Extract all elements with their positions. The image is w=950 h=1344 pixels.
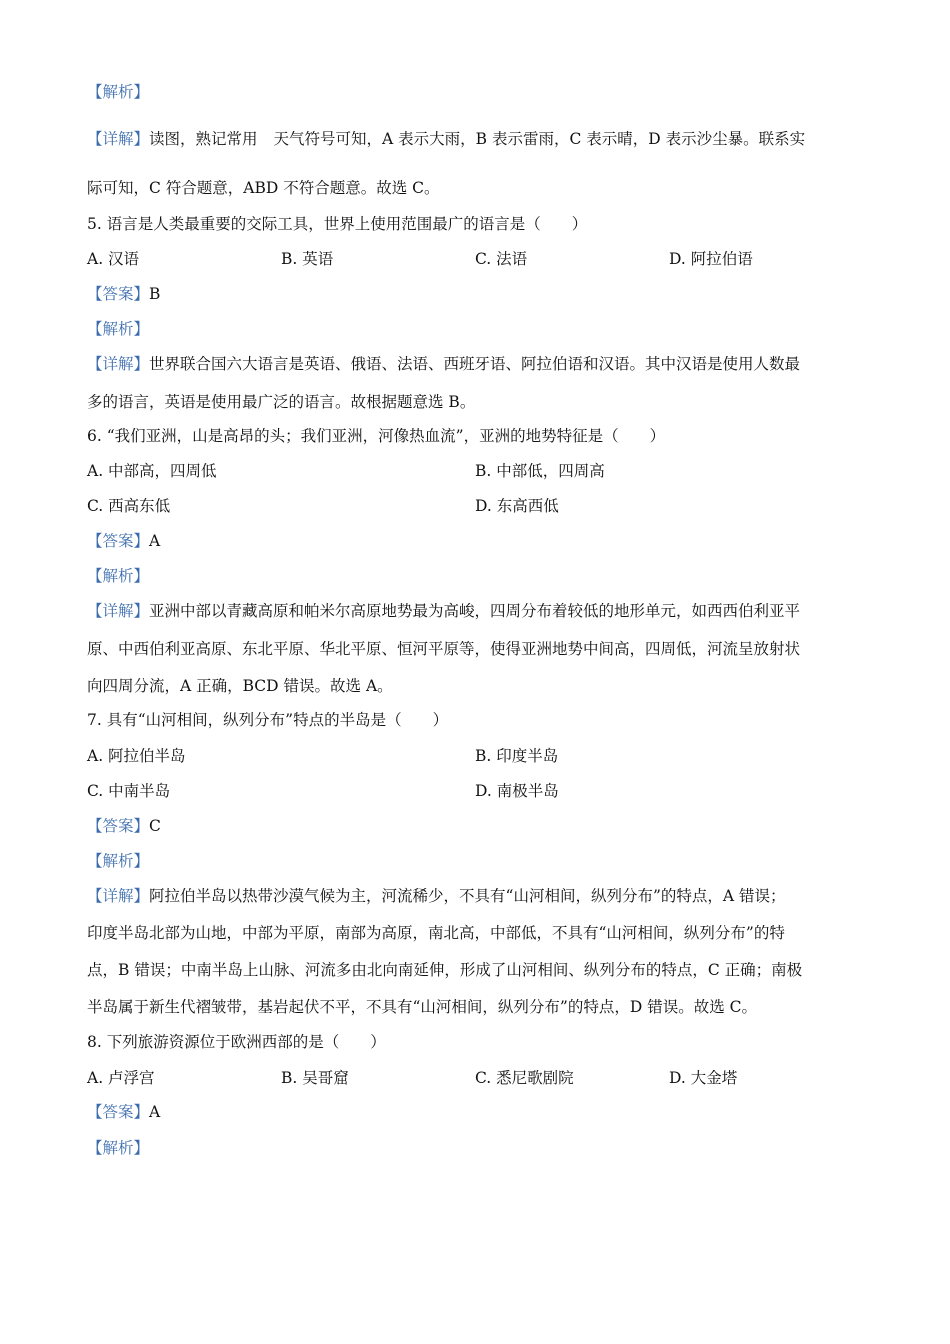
detail-text: 点，B 错误；中南半岛上山脉、河流多由北向南延伸，形成了山河相间、纵列分布的特点，C 正确；南极 [87, 961, 803, 979]
option-b: B. 英语 [281, 250, 334, 268]
detail-text: 亚洲中部以青藏高原和帕米尔高原地势最为高峻，四周分布着较低的地形单元，如西西伯利亚平 [149, 602, 801, 620]
detail-text: 多的语言，英语是使用最广泛的语言。故根据题意选 B。 [87, 393, 476, 411]
answer-label: 【答案】 [87, 1103, 150, 1121]
answer-value: A [149, 1103, 161, 1121]
detail-paragraph [87, 885, 786, 907]
detail-label: 【详解】 [87, 355, 150, 373]
analysis-label: 【解析】 [87, 320, 150, 338]
answer-line [87, 815, 161, 837]
option-b: B. 中部低，四周高 [475, 462, 605, 480]
analysis-label: 【解析】 [87, 83, 150, 101]
detail-paragraph [87, 353, 800, 375]
detail-text: 原、中西伯利亚高原、东北平原、华北平原、恒河平原等，使得亚洲地势中间高，四周低，河流呈放射状 [87, 640, 801, 658]
detail-label: 【详解】 [87, 602, 150, 620]
option-d: D. 大金塔 [669, 1069, 738, 1087]
option-a: A. 卢浮宫 [87, 1069, 155, 1087]
detail-paragraph [87, 128, 805, 150]
analysis-label: 【解析】 [87, 1139, 150, 1157]
option-a: A. 中部高，四周低 [87, 462, 217, 480]
option-c: C. 法语 [475, 250, 528, 268]
question-stem: 6. “我们亚洲，山是高昂的头；我们亚洲，河像热血流”，亚洲的地势特征是（ ） [87, 427, 666, 445]
option-b: B. 印度半岛 [475, 747, 559, 765]
detail-label: 【详解】 [87, 130, 150, 148]
option-a: A. 阿拉伯半岛 [87, 747, 186, 765]
detail-paragraph [87, 600, 800, 622]
answer-line [87, 283, 160, 305]
answer-label: 【答案】 [87, 532, 150, 550]
detail-text: 阿拉伯半岛以热带沙漠气候为主，河流稀少，不具有“山河相间，纵列分布”的特点，A 错误； [149, 887, 786, 905]
question-stem: 5. 语言是人类最重要的交际工具，世界上使用范围最广的语言是（ ） [87, 215, 588, 233]
detail-text: 印度半岛北部为山地，中部为平原，南部为高原，南北高，中部低，不具有“山河相间，纵列分布”的特 [87, 924, 785, 942]
answer-line [87, 530, 160, 552]
option-d: D. 东高西低 [475, 497, 559, 515]
answer-label: 【答案】 [87, 285, 150, 303]
detail-label: 【详解】 [87, 887, 150, 905]
option-c: C. 悉尼歌剧院 [475, 1069, 574, 1087]
answer-value: B [149, 285, 161, 303]
analysis-label: 【解析】 [87, 852, 150, 870]
question-stem: 7. 具有“山河相间，纵列分布”特点的半岛是（ ） [87, 711, 449, 729]
answer-value: A [149, 532, 161, 550]
detail-text: 向四周分流，A 正确，BCD 错误。故选 A。 [87, 677, 393, 695]
option-c: C. 西高东低 [87, 497, 171, 515]
detail-text: 半岛属于新生代褶皱带，基岩起伏不平，不具有“山河相间，纵列分布”的特点，D 错误。故选 C。 [87, 998, 757, 1016]
detail-text: 天气符号可知，A 表示大雨，B 表示雷雨，C 表示晴，D 表示沙尘暴。联系实 [273, 130, 806, 148]
option-c: C. 中南半岛 [87, 782, 171, 800]
analysis-label: 【解析】 [87, 567, 150, 585]
detail-text: 世界联合国六大语言是英语、俄语、法语、西班牙语、阿拉伯语和汉语。其中汉语是使用人数最 [149, 355, 801, 373]
detail-text: 读图，熟记常用 [149, 130, 258, 148]
answer-value: C [149, 817, 161, 835]
option-b: B. 吴哥窟 [281, 1069, 349, 1087]
question-stem: 8. 下列旅游资源位于欧洲西部的是（ ） [87, 1033, 386, 1051]
detail-text: 际可知，C 符合题意，ABD 不符合题意。故选 C。 [87, 179, 440, 197]
answer-label: 【答案】 [87, 817, 150, 835]
answer-line [87, 1101, 160, 1123]
option-a: A. 汉语 [87, 250, 140, 268]
option-d: D. 南极半岛 [475, 782, 559, 800]
option-d: D. 阿拉伯语 [669, 250, 753, 268]
